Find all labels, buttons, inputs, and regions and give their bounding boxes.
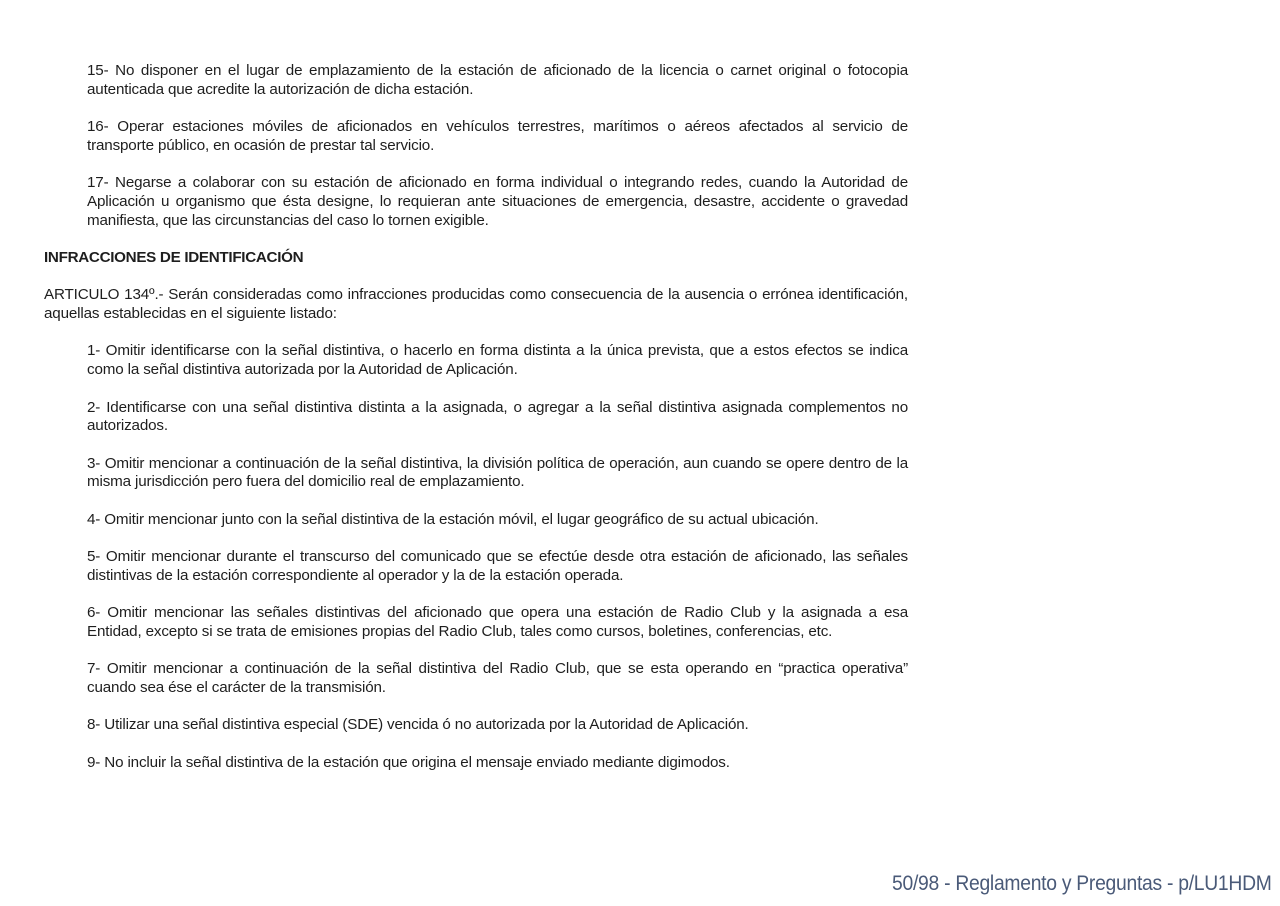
list-item: 8- Utilizar una señal distintiva especial (SDE) vencida ó no autorizada por la Autoridad de Aplicación.: [87, 716, 749, 734]
list-item: 16- Operar estaciones móviles de aficionados en vehículos terrestres, marítimos o aéreos afectados al servicio de transporte público, en ocasión de prestar tal servicio.: [87, 118, 908, 154]
list-item: 9- No incluir la señal distintiva de la estación que origina el mensaje enviado mediante digimodos.: [87, 753, 730, 771]
list-item: 3- Omitir mencionar a continuación de la señal distintiva, la división política de operación, aun cuando se opere dentro de la misma jurisdicción pero fuera del domicilio real de emplazamiento.: [87, 454, 908, 491]
list-item: 6- Omitir mencionar las señales distintivas del aficionado que opera una estación de Radio Club y la asignada a esa Entidad, excepto si se trata de emisiones propias del Radio Club, tales como cursos, boletines, conferencias, etc.: [87, 604, 908, 640]
list-item: 1- Omitir identificarse con la señal distintiva, o hacerlo en forma distinta a la única prevista, que a estos efectos se indica como la señal distintiva autorizada por la Autoridad de Aplicación.: [87, 342, 908, 379]
document-page: [44, 62, 908, 791]
article-paragraph: ARTICULO 134º.- Serán consideradas como infracciones producidas como consecuencia de la ausencia o errónea identificación, aquellas establecidas en el siguiente listado:: [44, 286, 908, 323]
section-heading: INFRACCIONES DE IDENTIFICACIÓN: [44, 248, 304, 266]
list-item: 5- Omitir mencionar durante el transcurso del comunicado que se efectúe desde otra estación de aficionado, las señales distintivas de la estación correspondiente al operador y la de la estación operada.: [87, 548, 908, 584]
list-item: 2- Identificarse con una señal distintiva distinta a la asignada, o agregar a la señal distintiva asignada complementos no autorizados.: [87, 398, 908, 435]
list-item: 15- No disponer en el lugar de emplazamiento de la estación de aficionado de la licencia o carnet original o fotocopia autenticada que acredite la autorización de dicha estación.: [87, 62, 908, 98]
list-item: 7- Omitir mencionar a continuación de la señal distintiva del Radio Club, que se esta operando en “practica operativa” cuando sea ése el carácter de la transmisión.: [87, 660, 908, 697]
list-item: 4- Omitir mencionar junto con la señal distintiva de la estación móvil, el lugar geográfico de su actual ubicación.: [87, 510, 819, 528]
page-footer: 50/98 - Reglamento y Preguntas - p/LU1HDM: [892, 872, 1272, 895]
list-item: 17- Negarse a colaborar con su estación de aficionado en forma individual o integrando redes, cuando la Autoridad de Aplicación u organismo que ésta designe, lo requieran ante situaciones de emergencia, desastre, accidente o gravedad manifiesta, que las circunstancias del caso lo tornen exigible.: [87, 174, 908, 229]
